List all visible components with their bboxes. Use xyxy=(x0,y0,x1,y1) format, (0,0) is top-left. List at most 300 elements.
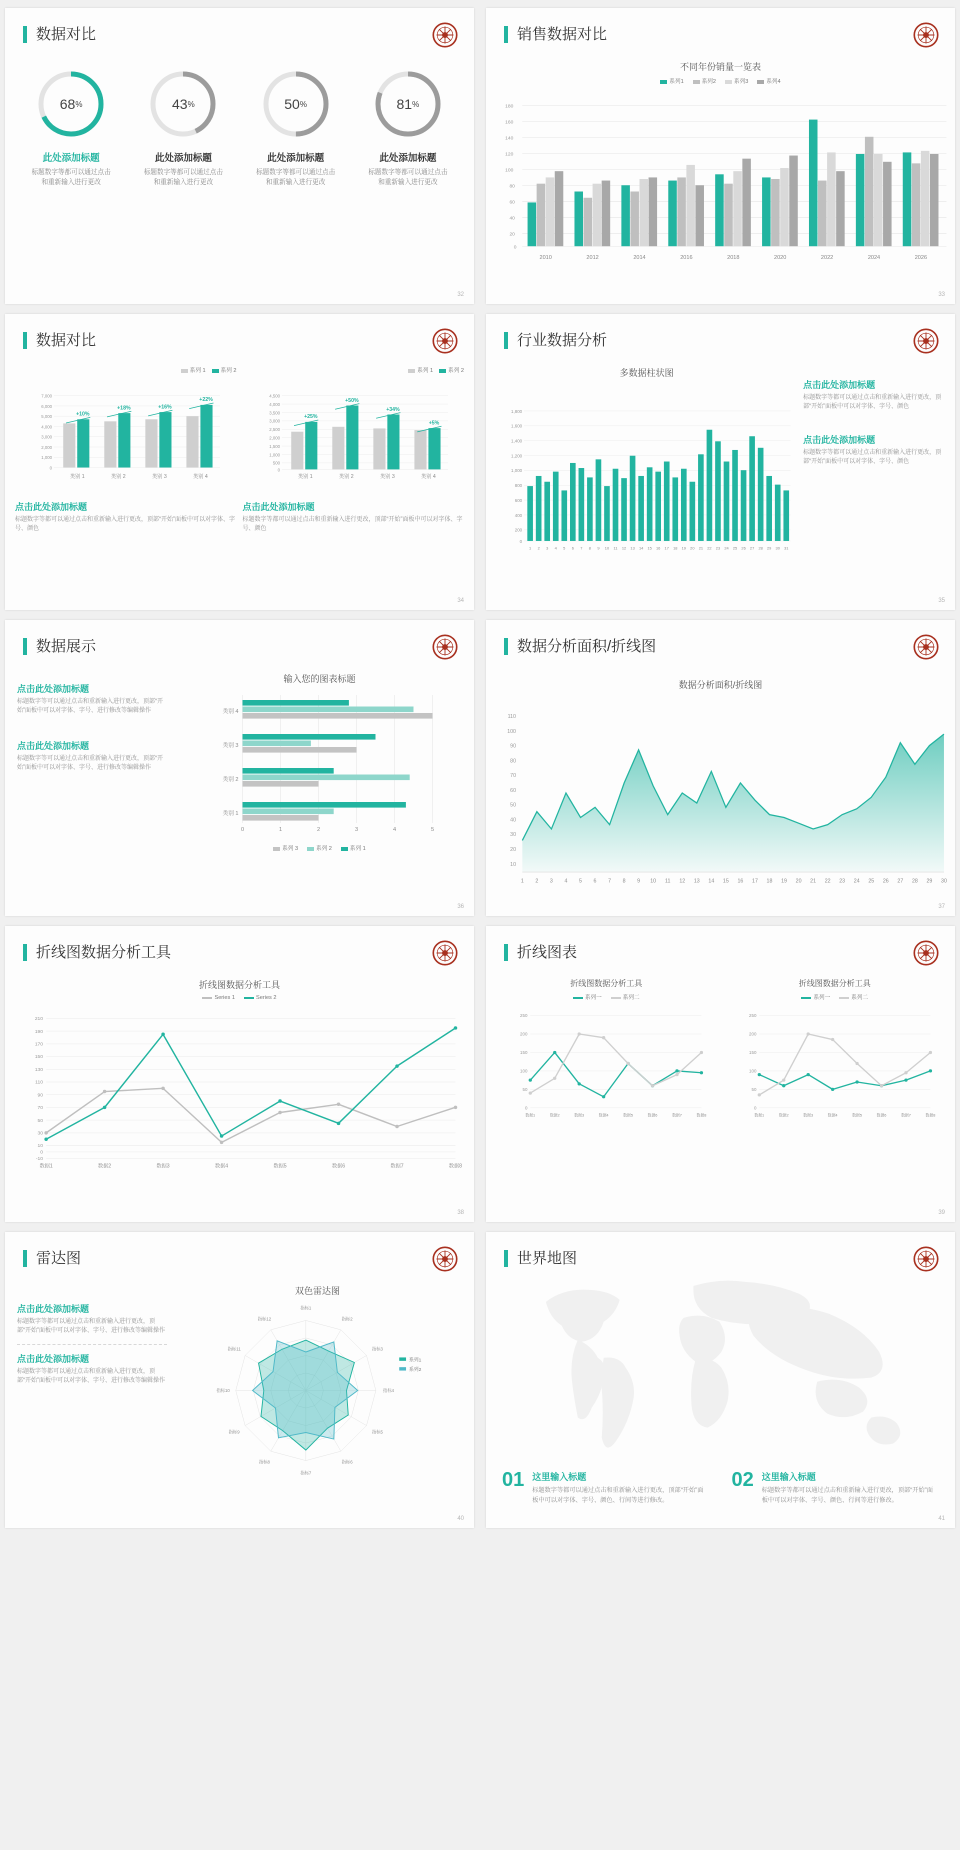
page-number: 33 xyxy=(938,292,945,298)
svg-text:30: 30 xyxy=(510,832,517,839)
svg-text:1: 1 xyxy=(529,545,532,551)
svg-text:类别 4: 类别 4 xyxy=(193,473,208,480)
page-number: 40 xyxy=(457,1516,464,1522)
svg-text:25: 25 xyxy=(732,545,738,551)
svg-text:数据3: 数据3 xyxy=(574,1113,585,1118)
legend-item: 系列 1 xyxy=(408,366,433,374)
svg-text:20: 20 xyxy=(795,878,802,885)
svg-text:100: 100 xyxy=(748,1068,756,1074)
donut-body: 标题数字等都可以通过点击和重新输入进行更改 xyxy=(31,169,111,186)
seal-logo-icon xyxy=(432,634,458,660)
svg-text:5: 5 xyxy=(563,545,566,551)
seal-logo-icon xyxy=(913,22,939,48)
svg-text:类别 3: 类别 3 xyxy=(151,473,167,480)
svg-text:2012: 2012 xyxy=(586,255,599,262)
svg-text:0: 0 xyxy=(513,245,517,251)
donut-chart xyxy=(372,68,444,140)
svg-text:指标8: 指标8 xyxy=(259,1459,270,1465)
svg-text:3,000: 3,000 xyxy=(41,434,53,440)
svg-text:4: 4 xyxy=(392,827,397,833)
legend-item: 系列2 xyxy=(693,77,716,85)
svg-text:+34%: +34% xyxy=(385,406,400,413)
page-number: 35 xyxy=(938,598,945,604)
svg-text:2: 2 xyxy=(537,545,540,551)
svg-text:600: 600 xyxy=(514,497,523,503)
svg-text:+50%: +50% xyxy=(344,397,359,404)
page-number: 37 xyxy=(938,904,945,910)
svg-text:+10%: +10% xyxy=(76,411,90,418)
slide-world-map[interactable] xyxy=(486,1232,955,1528)
svg-text:数据8: 数据8 xyxy=(448,1163,463,1170)
svg-text:4: 4 xyxy=(564,878,568,885)
svg-text:1,000: 1,000 xyxy=(511,468,523,474)
svg-text:+25%: +25% xyxy=(303,414,318,421)
svg-text:数据6: 数据6 xyxy=(876,1113,886,1118)
svg-text:数据2: 数据2 xyxy=(98,1163,112,1170)
svg-text:29: 29 xyxy=(767,545,772,551)
svg-text:100: 100 xyxy=(520,1068,528,1074)
svg-text:29: 29 xyxy=(926,878,933,885)
svg-text:90: 90 xyxy=(510,743,517,750)
svg-text:190: 190 xyxy=(34,1029,44,1035)
svg-text:数据1: 数据1 xyxy=(525,1113,536,1118)
svg-text:+22%: +22% xyxy=(199,397,213,404)
svg-text:数据7: 数据7 xyxy=(390,1163,404,1170)
svg-text:30: 30 xyxy=(37,1131,44,1137)
seal-logo-icon xyxy=(913,328,939,354)
svg-text:40: 40 xyxy=(509,216,515,222)
svg-text:4: 4 xyxy=(554,545,557,551)
donut-value: 50 % xyxy=(284,96,307,112)
svg-text:0: 0 xyxy=(524,1105,528,1111)
legend-item: 系列二 xyxy=(611,993,640,1001)
donut-card[interactable] xyxy=(26,68,116,188)
donut-chart xyxy=(35,68,107,140)
svg-text:12: 12 xyxy=(621,545,627,551)
svg-text:3,000: 3,000 xyxy=(268,418,280,424)
svg-text:2020: 2020 xyxy=(774,255,787,262)
caption-heading: 点击此处添加标题 xyxy=(803,380,876,390)
svg-text:数据6: 数据6 xyxy=(647,1113,658,1118)
slide-data-comparison-growth[interactable] xyxy=(5,314,474,610)
caption-body: 标题数字等都可以通过点击和重新输入进行更改，顶部“开始”面板中可以对字体、字号、进行修改等编辑操作 xyxy=(17,1319,165,1335)
page-number: 36 xyxy=(457,904,464,910)
svg-text:250: 250 xyxy=(520,1013,528,1019)
svg-text:23: 23 xyxy=(715,545,721,551)
svg-text:400: 400 xyxy=(514,512,523,518)
svg-text:80: 80 xyxy=(510,758,517,765)
svg-text:21: 21 xyxy=(810,878,817,885)
svg-text:3: 3 xyxy=(546,545,549,551)
svg-text:指标4: 指标4 xyxy=(383,1387,394,1393)
donut-card[interactable] xyxy=(251,68,341,188)
chart-block-left xyxy=(494,978,719,1134)
legend-item: 系列 1 xyxy=(341,844,366,852)
svg-text:9: 9 xyxy=(597,545,600,551)
bar-chart-growth-2 xyxy=(243,377,465,489)
svg-text:100: 100 xyxy=(507,728,517,735)
svg-text:18: 18 xyxy=(673,545,678,551)
svg-text:+16%: +16% xyxy=(158,404,172,411)
svg-text:21: 21 xyxy=(698,545,704,551)
svg-text:200: 200 xyxy=(520,1031,528,1037)
svg-text:类别 1: 类别 1 xyxy=(297,473,313,480)
svg-text:8: 8 xyxy=(588,545,591,551)
page-number: 38 xyxy=(457,1210,464,1216)
chart-legend xyxy=(177,844,462,852)
donut-card[interactable] xyxy=(138,68,228,188)
svg-text:-10: -10 xyxy=(35,1156,44,1162)
svg-text:2,000: 2,000 xyxy=(268,435,280,441)
seal-logo-icon xyxy=(432,1246,458,1272)
svg-text:12: 12 xyxy=(679,878,686,885)
divider xyxy=(17,1344,167,1345)
svg-text:1,000: 1,000 xyxy=(41,455,53,461)
svg-text:6: 6 xyxy=(571,545,574,551)
svg-text:80: 80 xyxy=(509,184,515,190)
slide-radar-chart[interactable] xyxy=(5,1232,474,1528)
caption-body: 标题数字等都可以通过点击和重新输入进行更改，顶部“开始”面板中可以对字体、字号、颜色 xyxy=(803,395,942,411)
chart-title: 不同年份销量一览表 xyxy=(679,62,761,72)
slide-data-comparison-donut[interactable] xyxy=(5,8,474,304)
donut-chart xyxy=(260,68,332,140)
svg-text:10: 10 xyxy=(510,861,517,868)
chart-legend xyxy=(15,366,237,374)
page-title: 折线图数据分析工具 xyxy=(23,944,171,961)
svg-text:指标5: 指标5 xyxy=(371,1429,383,1435)
page-title: 行业数据分析 xyxy=(504,332,607,349)
column-body: 标题数字等都可以通过点击和重新输入进行更改，顶部“开始”面板中可以对字体、字号、颜色、行间等进行修改。 xyxy=(532,1487,704,1505)
chart-title: 双色雷达图 xyxy=(294,1286,340,1296)
svg-text:70: 70 xyxy=(37,1106,44,1112)
svg-text:2018: 2018 xyxy=(727,255,740,262)
chart-title: 数据分析面积/折线图 xyxy=(678,680,763,690)
svg-text:10: 10 xyxy=(604,545,610,551)
donut-card[interactable] xyxy=(363,68,453,188)
svg-text:6: 6 xyxy=(593,878,597,885)
svg-text:5: 5 xyxy=(579,878,582,885)
chart-legend xyxy=(243,366,465,374)
legend-item: Series 1 xyxy=(202,995,235,1001)
donut-value: 43 % xyxy=(172,96,195,112)
svg-text:指标6: 指标6 xyxy=(341,1459,353,1465)
svg-text:1: 1 xyxy=(520,878,524,885)
svg-text:指标2: 指标2 xyxy=(341,1316,353,1322)
legend-item: 系列一 xyxy=(801,993,830,1001)
svg-text:23: 23 xyxy=(839,878,846,885)
svg-text:26: 26 xyxy=(741,545,746,551)
svg-text:20: 20 xyxy=(509,232,515,238)
radar-chart xyxy=(173,1301,462,1481)
donut-value: 68 % xyxy=(59,96,83,112)
caption-body: 标题数字等可以通过点击和重新输入进行更改，顶部“开始”面板中可以对字体、字号、进行修改等编辑操作 xyxy=(17,755,163,771)
svg-text:50: 50 xyxy=(750,1086,756,1092)
donut-body: 标题数字等都可以通过点击和重新输入进行更改 xyxy=(256,169,336,186)
column-heading: 这里输入标题 xyxy=(761,1472,816,1483)
chart-block-left xyxy=(15,366,237,535)
slide-area-line-chart[interactable] xyxy=(486,620,955,916)
svg-text:50: 50 xyxy=(37,1118,44,1124)
svg-text:24: 24 xyxy=(724,545,729,551)
svg-text:27: 27 xyxy=(897,878,904,885)
svg-text:150: 150 xyxy=(34,1055,44,1061)
svg-text:130: 130 xyxy=(34,1067,44,1073)
svg-text:17: 17 xyxy=(664,545,669,551)
svg-text:数据4: 数据4 xyxy=(215,1163,229,1170)
svg-text:1,000: 1,000 xyxy=(268,452,280,458)
page-title: 数据对比 xyxy=(23,332,96,349)
donut-value: 81 % xyxy=(396,96,420,112)
chart-legend xyxy=(5,995,474,1001)
slide-industry-analysis[interactable] xyxy=(486,314,955,610)
page-title: 数据展示 xyxy=(23,638,96,655)
slide-sales-comparison[interactable] xyxy=(486,8,955,304)
svg-text:30: 30 xyxy=(941,878,947,885)
chart-block-right xyxy=(723,978,948,1134)
caption-heading: 点击此处添加标题 xyxy=(242,502,315,512)
legend-item: 系列3 xyxy=(725,77,748,85)
caption-heading: 点击此处添加标题 xyxy=(17,740,90,751)
legend-item: 系列 1 xyxy=(181,366,206,374)
svg-text:数据6: 数据6 xyxy=(331,1163,346,1170)
svg-text:22: 22 xyxy=(707,545,712,551)
svg-text:20: 20 xyxy=(510,847,517,853)
svg-text:系列1: 系列1 xyxy=(408,1358,422,1364)
svg-text:30: 30 xyxy=(775,545,780,551)
svg-text:2: 2 xyxy=(316,827,321,833)
svg-text:1,500: 1,500 xyxy=(268,443,280,449)
svg-text:0: 0 xyxy=(277,467,280,473)
svg-text:22: 22 xyxy=(824,878,831,885)
legend-item: 系列4 xyxy=(757,77,780,85)
svg-text:800: 800 xyxy=(514,483,523,489)
svg-text:50: 50 xyxy=(522,1086,528,1092)
donut-row xyxy=(5,60,474,188)
svg-text:2016: 2016 xyxy=(680,255,693,262)
svg-text:指标9: 指标9 xyxy=(228,1429,240,1435)
legend-item: 系列 3 xyxy=(273,844,298,852)
svg-text:系列2: 系列2 xyxy=(408,1368,422,1374)
svg-text:2026: 2026 xyxy=(914,255,928,262)
svg-text:110: 110 xyxy=(35,1080,44,1086)
svg-text:指标12: 指标12 xyxy=(257,1316,272,1322)
legend-item: 系列一 xyxy=(573,993,602,1001)
svg-text:类别 1: 类别 1 xyxy=(69,473,85,480)
svg-text:数据4: 数据4 xyxy=(598,1113,609,1118)
svg-text:60: 60 xyxy=(510,787,517,794)
line-chart-1 xyxy=(494,1004,719,1129)
caption-heading: 点击此处添加标题 xyxy=(17,1353,90,1364)
bar-chart-growth-1 xyxy=(15,377,237,489)
svg-text:3,500: 3,500 xyxy=(268,410,280,416)
svg-text:数据7: 数据7 xyxy=(900,1113,911,1118)
svg-text:150: 150 xyxy=(748,1050,756,1055)
svg-text:28: 28 xyxy=(758,545,763,551)
column-number: 02 xyxy=(731,1469,754,1492)
svg-text:1,400: 1,400 xyxy=(511,438,523,444)
caption-body: 标题数字等都可以通过点击和重新输入进行更改，顶部“开始”面板中可以对字体、字号、进行修改等编辑操作 xyxy=(17,1368,165,1384)
svg-text:类别 4: 类别 4 xyxy=(420,473,436,480)
page-number: 32 xyxy=(457,292,464,298)
chart-title: 输入您的图表标题 xyxy=(283,674,356,684)
page-title: 折线图表 xyxy=(504,944,577,961)
svg-text:5,000: 5,000 xyxy=(41,414,53,420)
svg-text:210: 210 xyxy=(34,1017,44,1023)
svg-text:类别 3: 类别 3 xyxy=(379,473,395,480)
svg-text:1,600: 1,600 xyxy=(511,423,523,429)
svg-text:18: 18 xyxy=(766,878,773,885)
page-title: 数据分析面积/折线图 xyxy=(504,638,656,655)
chart-block-right xyxy=(243,366,465,535)
caption-heading: 点击此处添加标题 xyxy=(17,1304,90,1314)
seal-logo-icon xyxy=(913,634,939,660)
donut-heading: 此处添加标题 xyxy=(42,153,100,164)
chart-legend xyxy=(723,993,948,1001)
svg-text:16: 16 xyxy=(737,878,744,885)
chart-title: 折线图数据分析工具 xyxy=(798,979,871,988)
horizontal-bar-chart xyxy=(177,689,462,839)
svg-text:数据3: 数据3 xyxy=(802,1113,813,1118)
svg-text:140: 140 xyxy=(505,136,514,142)
chart-legend xyxy=(486,77,955,85)
svg-text:类别 2: 类别 2 xyxy=(110,473,126,480)
svg-text:2,000: 2,000 xyxy=(41,444,53,450)
svg-text:4,500: 4,500 xyxy=(268,393,280,399)
svg-text:数据5: 数据5 xyxy=(851,1113,862,1118)
svg-text:10: 10 xyxy=(650,878,657,885)
svg-text:170: 170 xyxy=(34,1042,44,1048)
caption-body: 标题数字等都可以通过点击和重新输入进行更改，顶部“开始”面板中可以对字体、字号、颜色 xyxy=(803,449,942,465)
svg-text:指标11: 指标11 xyxy=(227,1346,241,1352)
svg-text:2022: 2022 xyxy=(820,255,834,262)
column-number: 01 xyxy=(502,1469,525,1492)
svg-text:1,800: 1,800 xyxy=(511,408,523,414)
svg-text:类别 3: 类别 3 xyxy=(222,743,239,749)
page-title: 雷达图 xyxy=(23,1250,81,1267)
svg-text:200: 200 xyxy=(514,527,523,533)
svg-text:31: 31 xyxy=(784,545,789,551)
svg-text:50: 50 xyxy=(510,802,517,809)
column-heading: 这里输入标题 xyxy=(532,1472,587,1483)
svg-text:指标10: 指标10 xyxy=(216,1387,230,1393)
chart-title: 折线图数据分析工具 xyxy=(198,980,280,990)
page-title: 世界地图 xyxy=(504,1250,577,1267)
svg-text:160: 160 xyxy=(505,120,514,126)
svg-text:90: 90 xyxy=(37,1093,44,1099)
legend-item: 系列 2 xyxy=(307,844,332,852)
svg-text:+5%: +5% xyxy=(428,420,439,427)
svg-text:0: 0 xyxy=(753,1105,756,1111)
area-chart xyxy=(486,695,955,890)
chart-title: 多数据柱状图 xyxy=(619,368,674,378)
svg-text:指标3: 指标3 xyxy=(371,1346,383,1352)
svg-text:14: 14 xyxy=(638,545,644,551)
svg-text:15: 15 xyxy=(722,878,729,885)
svg-text:类别 2: 类别 2 xyxy=(338,473,354,480)
svg-text:8: 8 xyxy=(622,878,626,885)
svg-text:25: 25 xyxy=(868,878,875,885)
svg-text:11: 11 xyxy=(613,545,618,551)
svg-text:250: 250 xyxy=(748,1013,756,1019)
info-column[interactable] xyxy=(732,1470,940,1506)
svg-text:13: 13 xyxy=(630,545,635,551)
svg-text:13: 13 xyxy=(693,878,700,885)
svg-text:1,200: 1,200 xyxy=(511,453,523,459)
legend-item: 系列二 xyxy=(839,993,868,1001)
svg-text:20: 20 xyxy=(690,545,695,551)
svg-text:类别 4: 类别 4 xyxy=(222,709,239,715)
svg-text:10: 10 xyxy=(37,1144,44,1150)
svg-text:120: 120 xyxy=(505,152,514,158)
svg-text:17: 17 xyxy=(752,878,758,885)
svg-text:26: 26 xyxy=(882,878,889,885)
page-number: 39 xyxy=(938,1210,945,1216)
donut-chart xyxy=(147,68,219,140)
svg-text:数据1: 数据1 xyxy=(753,1113,764,1118)
line-chart xyxy=(5,1004,474,1184)
svg-text:数据5: 数据5 xyxy=(273,1163,287,1170)
legend-item: Series 2 xyxy=(244,995,277,1001)
svg-text:28: 28 xyxy=(911,878,918,885)
svg-text:数据4: 数据4 xyxy=(827,1113,838,1118)
column-body: 标题数字等都可以通过点击和重新输入进行更改，顶部“开始”面板中可以对字体、字号、颜色、行间等进行修改。 xyxy=(761,1487,933,1505)
svg-text:+18%: +18% xyxy=(117,405,131,412)
page-number: 41 xyxy=(938,1516,945,1522)
svg-text:4,000: 4,000 xyxy=(268,401,280,407)
slide-data-display[interactable] xyxy=(5,620,474,916)
slide-line-analysis-tool[interactable] xyxy=(5,926,474,1222)
svg-text:2,500: 2,500 xyxy=(268,427,280,433)
svg-text:0: 0 xyxy=(49,465,53,471)
svg-text:数据2: 数据2 xyxy=(778,1113,789,1118)
svg-text:4,000: 4,000 xyxy=(41,424,53,430)
donut-heading: 此处添加标题 xyxy=(379,153,437,164)
svg-text:0: 0 xyxy=(519,538,523,544)
svg-text:60: 60 xyxy=(509,200,515,206)
seal-logo-icon xyxy=(432,22,458,48)
legend-item: 系列1 xyxy=(660,77,683,85)
svg-text:0: 0 xyxy=(240,827,245,833)
svg-text:2014: 2014 xyxy=(633,255,646,262)
legend-item: 系列 2 xyxy=(212,366,237,374)
donut-body: 标题数字等都可以通过点击和重新输入进行更改 xyxy=(143,169,223,186)
svg-text:0: 0 xyxy=(40,1150,44,1156)
line-chart-2 xyxy=(723,1004,948,1129)
slide-line-charts-pair[interactable] xyxy=(486,926,955,1222)
chart-title: 折线图数据分析工具 xyxy=(570,979,643,988)
svg-text:3: 3 xyxy=(549,878,553,885)
svg-text:7: 7 xyxy=(608,878,612,885)
svg-text:7,000: 7,000 xyxy=(41,393,53,399)
svg-text:数据2: 数据2 xyxy=(549,1113,560,1118)
svg-text:6,000: 6,000 xyxy=(41,403,53,409)
info-column[interactable] xyxy=(502,1470,710,1506)
svg-text:40: 40 xyxy=(510,817,517,824)
svg-text:5: 5 xyxy=(430,827,435,833)
caption-heading: 点击此处添加标题 xyxy=(15,502,88,512)
page-title: 销售数据对比 xyxy=(504,26,607,43)
svg-text:9: 9 xyxy=(637,878,641,885)
page-title: 数据对比 xyxy=(23,26,96,43)
svg-text:2: 2 xyxy=(535,878,539,885)
svg-text:2024: 2024 xyxy=(867,255,881,262)
svg-text:3: 3 xyxy=(354,827,359,833)
svg-text:数据1: 数据1 xyxy=(39,1163,53,1170)
svg-text:数据3: 数据3 xyxy=(156,1163,170,1170)
svg-text:19: 19 xyxy=(781,878,787,885)
legend-item: 系列 2 xyxy=(439,366,464,374)
svg-text:2010: 2010 xyxy=(539,255,552,262)
